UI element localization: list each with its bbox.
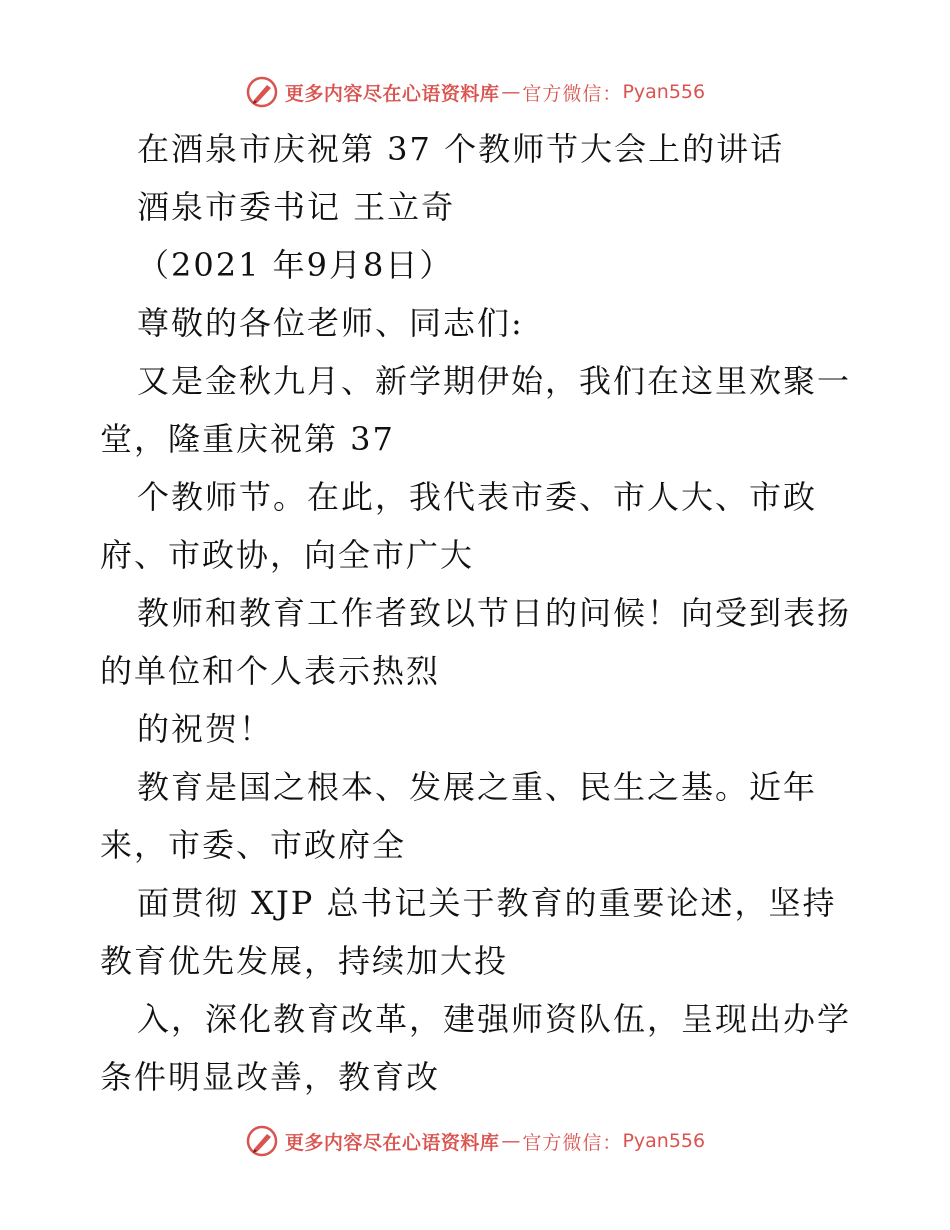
watermark-wechat-id: Pyan556	[622, 1130, 706, 1152]
text-line: 府、市政协，向全市广大	[100, 536, 475, 574]
text-line: （2021 年9月8日）	[137, 246, 454, 284]
watermark-header	[0, 72, 950, 112]
text-line: 入，深化教育改革，建强师资队伍，呈现出办学	[137, 1000, 852, 1038]
text-line: 个教师节。在此，我代表市委、市人大、市政	[137, 478, 818, 516]
text-line: 又是金秋九月、新学期伊始，我们在这里欢聚一	[137, 362, 852, 400]
watermark-wechat-id: Pyan556	[622, 81, 706, 103]
text-line: 酒泉市委书记 王立奇	[137, 188, 456, 226]
text-line: 尊敬的各位老师、同志们:	[137, 304, 524, 342]
watermark-text: 更多内容尽在心语资料库	[284, 82, 500, 105]
text-line: 在酒泉市庆祝第 37 个教师节大会上的讲话	[137, 130, 785, 168]
text-line: 来，市委、市政府全	[100, 826, 407, 864]
watermark-separator: —	[501, 81, 521, 103]
text-line: 面贯彻 XJP 总书记关于教育的重要论述，坚持	[137, 884, 837, 922]
watermark-footer	[0, 1121, 950, 1161]
watermark-wechat-label: 官方微信：	[522, 1131, 623, 1154]
text-line: 教育优先发展，持续加大投	[100, 942, 509, 980]
text-line: 教师和教育工作者致以节日的问候！向受到表扬	[137, 594, 852, 632]
watermark-text: 更多内容尽在心语资料库	[284, 1131, 500, 1154]
pen-logo-icon	[245, 1124, 279, 1158]
watermark-separator: —	[501, 1130, 521, 1152]
pen-logo-icon	[245, 75, 279, 109]
text-line: 的单位和个人表示热烈	[100, 652, 441, 690]
watermark-wechat-label: 官方微信：	[522, 82, 623, 105]
text-line: 教育是国之根本、发展之重、民生之基。近年	[137, 768, 818, 806]
text-line: 的祝贺！	[137, 710, 274, 748]
text-line: 堂，隆重庆祝第 37	[100, 420, 395, 458]
document-body	[100, 120, 860, 1106]
text-line: 条件明显改善，教育改	[100, 1058, 441, 1096]
